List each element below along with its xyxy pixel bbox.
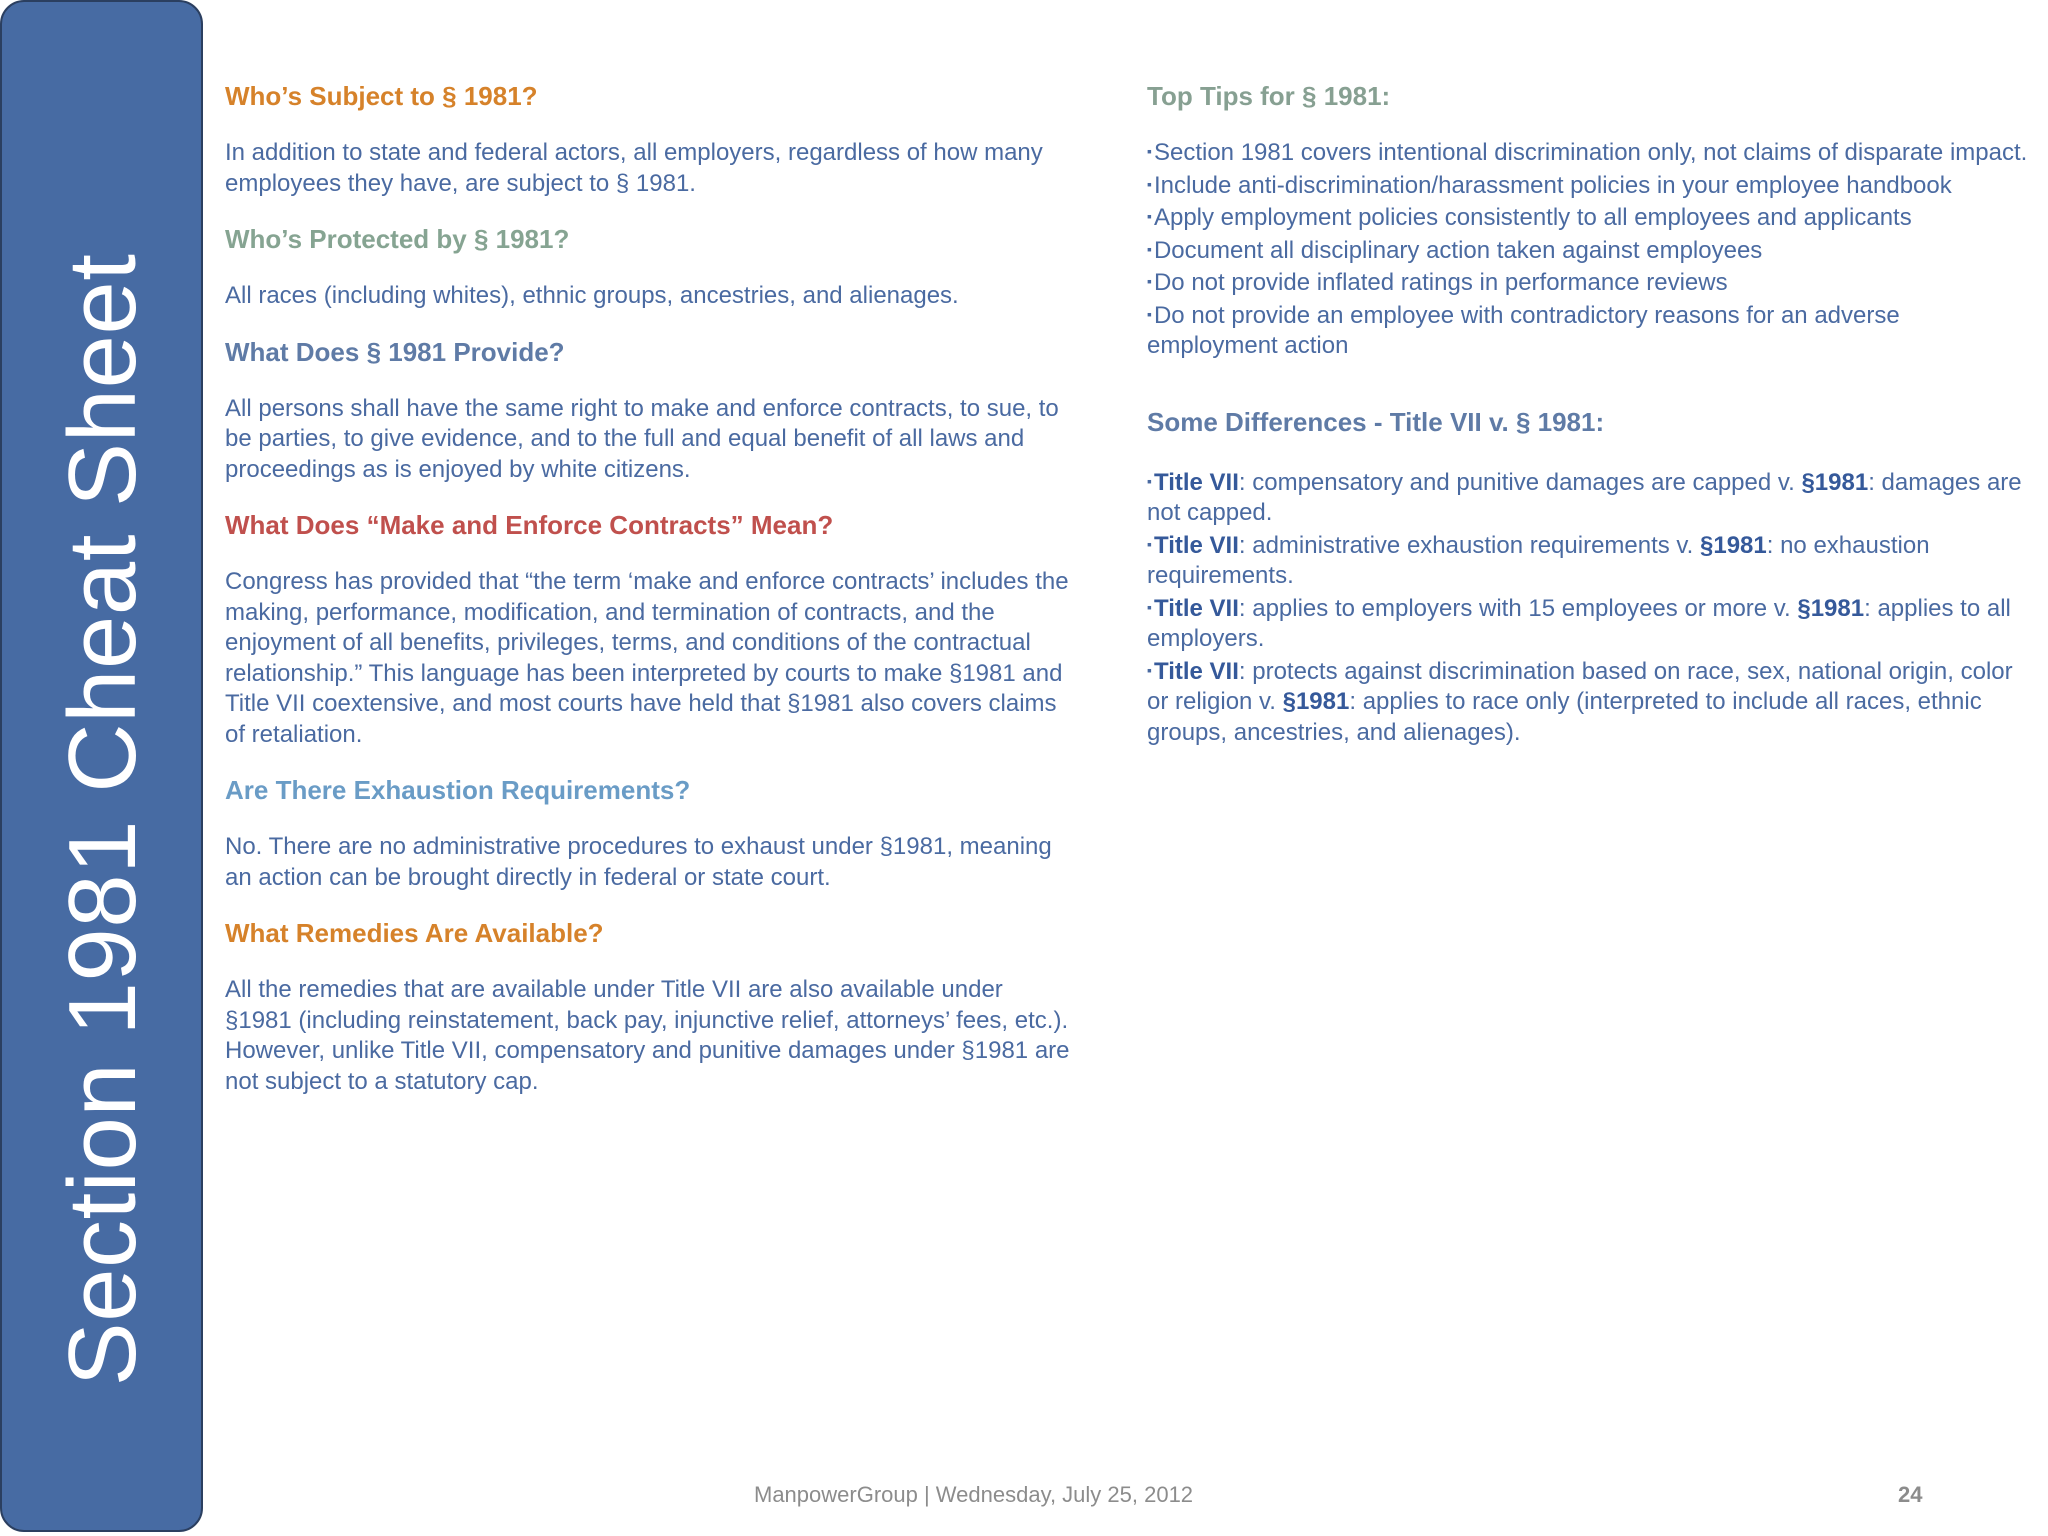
side-banner xyxy=(0,0,203,1532)
section-heading: What Does “Make and Enforce Contracts” Mean? xyxy=(225,510,834,540)
tip-text: Do not provide inflated ratings in performance reviews xyxy=(1153,269,1728,296)
top-tips-heading: Top Tips for § 1981: xyxy=(1147,81,1391,111)
title-vii-label: Title VII xyxy=(1153,531,1239,559)
section-heading: What Remedies Are Available? xyxy=(225,918,604,948)
bullet-marker: ▪ xyxy=(1147,535,1152,552)
bullet-marker: ▪ xyxy=(1147,175,1152,192)
tip-text: Do not provide an employee with contradictory reasons for an adverse employment action xyxy=(1147,301,1900,359)
difference-text: : applies to race only (interpreted to include all races, ethnic groups, ancestries, and alienages). xyxy=(1147,688,1982,746)
section-1981-label: §1981 xyxy=(1801,468,1869,496)
section-body: In addition to state and federal actors, all employers, regardless of how many employees they have, are subject to § 1981. xyxy=(225,139,1043,197)
difference-text: : compensatory and punitive damages are capped v. xyxy=(1238,468,1802,496)
list-item xyxy=(1147,266,2037,299)
list-item xyxy=(1147,592,2037,655)
section-heading: Who’s Subject to § 1981? xyxy=(225,81,538,111)
left-column xyxy=(225,78,1075,1119)
differences-list xyxy=(1147,466,2037,749)
section-body: No. There are no administrative procedures to exhaust under §1981, meaning an action can be brought directly in federal or state court. xyxy=(225,833,1052,891)
tip-text: Section 1981 covers intentional discrimination only, not claims of disparate impact. xyxy=(1153,139,2028,166)
list-item xyxy=(1147,234,2037,267)
list-item xyxy=(1147,299,2037,362)
section-subject xyxy=(225,78,1075,199)
bullet-marker: ▪ xyxy=(1147,305,1152,322)
section-protected xyxy=(225,221,1075,312)
section-body: All the remedies that are available under Title VII are also available under §1981 (including reinstatement, back pay, injunctive relief, attorneys’ fees, etc.). However, unlike Title VII, compensatory and punitive damages under §1981 are not subject to a statutory cap. xyxy=(225,976,1070,1095)
footer-text: ManpowerGroup | Wednesday, July 25, 2012 xyxy=(754,1482,1194,1507)
tip-text: Document all disciplinary action taken against employees xyxy=(1153,236,1763,264)
section-heading: Are There Exhaustion Requirements? xyxy=(225,775,691,805)
list-item xyxy=(1147,169,2037,202)
section-remedies xyxy=(225,915,1075,1097)
section-1981-label: §1981 xyxy=(1700,531,1767,559)
section-heading: Who’s Protected by § 1981? xyxy=(225,224,570,254)
section-exhaustion xyxy=(225,772,1075,893)
top-tips-list xyxy=(1147,136,2037,362)
section-body: Congress has provided that “the term ‘make and enforce contracts’ includes the making, performance, modification, and termination of contracts, and the enjoyment of all benefits, privileges, terms, and conditions of the contractual relationship.” This language has been interpreted by courts to make §1981 and Title VII coextensive, and most courts have held that §1981 also covers claims of retaliation. xyxy=(225,568,1069,748)
right-column xyxy=(1147,78,2037,748)
difference-text: : applies to all employers. xyxy=(1147,594,2011,652)
bullet-marker: ▪ xyxy=(1147,661,1152,678)
bullet-marker: ▪ xyxy=(1147,273,1152,289)
bullet-marker: ▪ xyxy=(1147,598,1152,615)
difference-text: : applies to employers with 15 employees or more v. xyxy=(1238,594,1798,622)
title-vii-label: Title VII xyxy=(1153,468,1239,496)
list-item xyxy=(1147,136,2037,169)
side-banner-title: Section 1981 Cheat Sheet xyxy=(49,253,156,1387)
bullet-marker: ▪ xyxy=(1147,208,1152,224)
differences-heading: Some Differences - Title VII v. § 1981: xyxy=(1147,406,1605,437)
difference-text: : damages are not capped. xyxy=(1147,468,2022,526)
section-1981-label: §1981 xyxy=(1797,594,1865,622)
section-1981-label: §1981 xyxy=(1282,688,1350,715)
bullet-marker: ▪ xyxy=(1147,472,1152,489)
list-item xyxy=(1147,201,2037,234)
page-number: 24 xyxy=(1898,1482,1923,1507)
bullet-marker: ▪ xyxy=(1147,240,1152,257)
section-body: All persons shall have the same right to make and enforce contracts, to sue, to be parties, to give evidence, and to the full and equal benefit of all laws and proceedings as is enjoyed by white citizens. xyxy=(225,394,1059,483)
tip-text: Include anti-discrimination/harassment policies in your employee handbook xyxy=(1153,171,1952,199)
title-vii-label: Title VII xyxy=(1153,657,1239,685)
tip-text: Apply employment policies consistently to all employees and applicants xyxy=(1153,204,1912,231)
section-contracts xyxy=(225,507,1075,750)
list-item xyxy=(1147,466,2037,529)
list-item xyxy=(1147,529,2037,592)
section-provide xyxy=(225,334,1075,486)
bullet-marker: ▪ xyxy=(1147,143,1152,159)
difference-text: : no exhaustion requirements. xyxy=(1147,531,1930,589)
title-vii-label: Title VII xyxy=(1153,594,1239,622)
list-item xyxy=(1147,655,2037,749)
difference-text: : protects against discrimination based on race, sex, national origin, color or religion v. xyxy=(1147,657,2013,715)
section-body: All races (including whites), ethnic groups, ancestries, and alienages. xyxy=(225,282,959,309)
section-heading: What Does § 1981 Provide? xyxy=(225,336,565,367)
difference-text: : administrative exhaustion requirements v. xyxy=(1238,531,1700,559)
footer xyxy=(0,1480,2048,1510)
